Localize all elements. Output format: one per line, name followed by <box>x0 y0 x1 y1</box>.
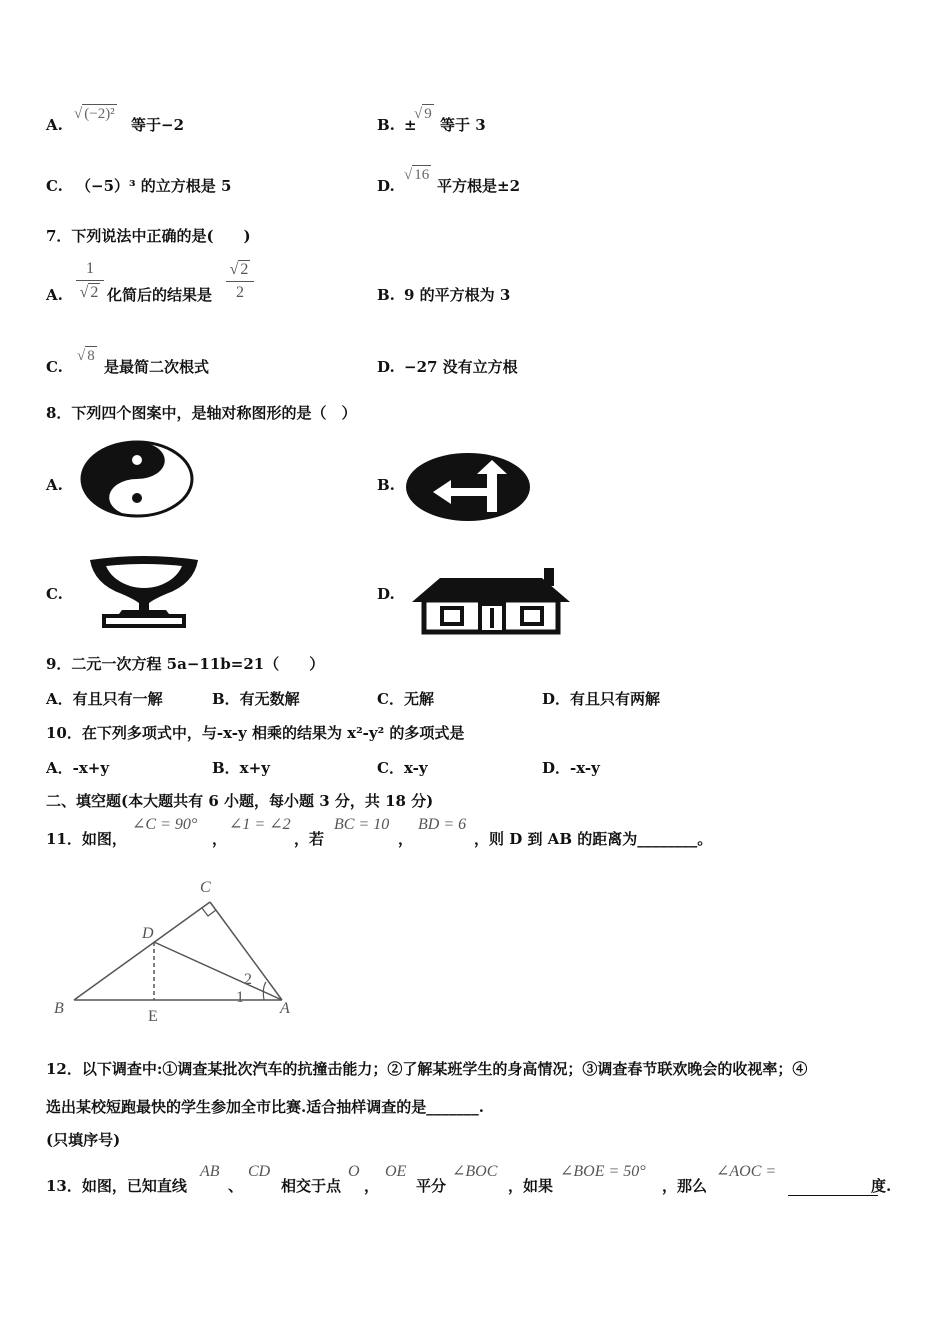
yin-yang-icon <box>80 440 196 520</box>
label-a: A <box>280 1000 290 1017</box>
q11-math-bc: BC = 10 <box>334 816 390 833</box>
q6-option-a-radicand: (−2)² <box>84 106 115 122</box>
q7-option-c-text: 是最简二次根式 <box>104 358 210 376</box>
q7-option-a-label: A. <box>46 286 63 304</box>
q9-option-d: D．有且只有两解 <box>542 690 661 708</box>
label-angle-1: 1 <box>236 989 244 1006</box>
q9-stem: 9．二元一次方程 5a−11b=21（ ） <box>46 655 325 673</box>
q13-math-cd: CD <box>248 1163 271 1180</box>
q13-math-o: O <box>348 1163 360 1180</box>
q12-line2: 选出某校短跑最快的学生参加全市比赛.适合抽样调查的是_______. <box>46 1098 484 1116</box>
q7-option-d-label: D. <box>377 358 395 376</box>
q6-option-c-label: C. <box>46 177 63 195</box>
q11-triangle-figure <box>50 878 300 1026</box>
q6-option-b-text: 等于 3 <box>440 116 486 134</box>
q7-option-b-label: B. <box>377 286 395 304</box>
q8-option-a-label: A. <box>46 476 63 494</box>
q10-option-a: A．-x+y <box>46 759 110 777</box>
traffic-sign-icon <box>405 452 531 522</box>
q9-option-a: A．有且只有一解 <box>46 690 163 708</box>
segment-bc <box>74 902 210 1000</box>
q7-option-a-fraction1 <box>76 260 104 302</box>
q7-option-a-fraction2 <box>226 260 254 302</box>
trophy-icon <box>82 556 206 628</box>
q12-line3: (只填序号) <box>46 1131 121 1149</box>
label-angle-2: 2 <box>244 971 252 988</box>
q8-stem: 8．下列四个图案中，是轴对称图形的是（ ） <box>46 404 357 422</box>
q13-comma: ， <box>364 1177 380 1195</box>
house-icon <box>410 566 572 636</box>
q7-option-b-text: 9 的平方根为 3 <box>404 286 511 304</box>
q6-option-d-radicand: 16 <box>414 167 430 183</box>
q13-text-1: 相交于点 <box>281 1177 342 1195</box>
right-angle-mark <box>202 908 216 916</box>
q9-option-b: B．有无数解 <box>212 690 300 708</box>
q11-math-angle-c: ∠C = 90° <box>132 816 198 833</box>
q13-math-ab: AB <box>200 1163 220 1180</box>
q6-option-b-sqrt: √ 9 <box>414 106 432 122</box>
q8-option-d-label: D. <box>377 585 395 603</box>
q10-option-c: C．x-y <box>377 759 428 777</box>
q7-option-a-text: 化简后的结果是 <box>107 286 213 304</box>
q13-text-4: ，那么 <box>662 1177 708 1195</box>
q7-option-c-radicand: 8 <box>87 348 95 364</box>
q11-ruo: ，若 <box>294 830 325 848</box>
q7-stem: 7．下列说法中正确的是( ) <box>46 227 251 245</box>
q6-option-c-text: （−5）³ 的立方根是 5 <box>76 177 232 195</box>
q6-option-d-text: 平方根是±2 <box>437 177 521 195</box>
q13-text-3: ，如果 <box>508 1177 554 1195</box>
q9-option-c: C．无解 <box>377 690 434 708</box>
q7-frac1-numerator: 1 <box>86 260 94 277</box>
label-c: C <box>200 879 211 896</box>
q11-comma-1: ， <box>212 830 228 848</box>
q7-frac2-numerator: √ 2 <box>229 261 249 278</box>
q6-option-d-label: D. <box>377 177 395 195</box>
q7-frac1-denominator: √ 2 <box>79 284 99 301</box>
label-b: B <box>54 1000 64 1017</box>
section-heading: 二、填空题(本大题共有 6 小题，每小题 3 分，共 18 分) <box>46 792 434 810</box>
q13-math-boc: ∠BOC <box>452 1163 498 1180</box>
q8-option-c-label: C. <box>46 585 63 603</box>
q13-math-boe: ∠BOE = 50° <box>560 1163 646 1180</box>
angle-arc <box>263 982 266 1000</box>
q12-line1: 12．以下调查中:①调查某批次汽车的抗撞击能力；②了解某班学生的身高情况；③调查春节联欢晚会的收视率；④ <box>46 1060 808 1078</box>
q10-option-d: D．-x-y <box>542 759 600 777</box>
q6-option-a-sqrt: √ (−2)² <box>74 106 115 122</box>
label-d: D <box>142 925 154 942</box>
q11-comma-2: ， <box>398 830 414 848</box>
q13-answer-blank[interactable] <box>788 1177 878 1196</box>
q11-math-angles-equal: ∠1 = ∠2 <box>229 816 291 833</box>
q7-option-c-sqrt: √ 8 <box>77 348 95 364</box>
label-e: E <box>148 1008 158 1025</box>
q13-text-5: 度. <box>871 1177 892 1195</box>
q13-prefix: 13．如图，已知直线 <box>46 1177 187 1195</box>
q11-prefix: 11．如图， <box>46 830 127 848</box>
q13-text-2: 平分 <box>416 1177 447 1195</box>
q8-option-b-label: B. <box>377 476 395 494</box>
q7-option-c-label: C. <box>46 358 63 376</box>
q13-math-aoc: ∠AOC = <box>716 1163 777 1180</box>
q7-frac2-denominator: 2 <box>236 284 244 301</box>
q6-option-a-label: A. <box>46 116 63 134</box>
q6-option-b-radicand: 9 <box>424 106 432 122</box>
q11-math-bd: BD = 6 <box>418 816 467 833</box>
q6-option-b-label: B. <box>377 116 395 134</box>
q6-option-a-text: 等于−2 <box>131 116 185 134</box>
q6-option-b-prefix: ± <box>404 116 417 134</box>
q13-sep: 、 <box>228 1177 244 1195</box>
q10-stem: 10．在下列多项式中，与-x-y 相乘的结果为 x²-y² 的多项式是 <box>46 724 465 742</box>
q13-math-oe: OE <box>385 1163 407 1180</box>
q11-suffix: ，则 D 到 AB 的距离为________。 <box>474 830 713 848</box>
q7-option-d-text: −27 没有立方根 <box>404 358 518 376</box>
q10-option-b: B．x+y <box>212 759 270 777</box>
q6-option-d-sqrt: √ 16 <box>404 167 430 183</box>
